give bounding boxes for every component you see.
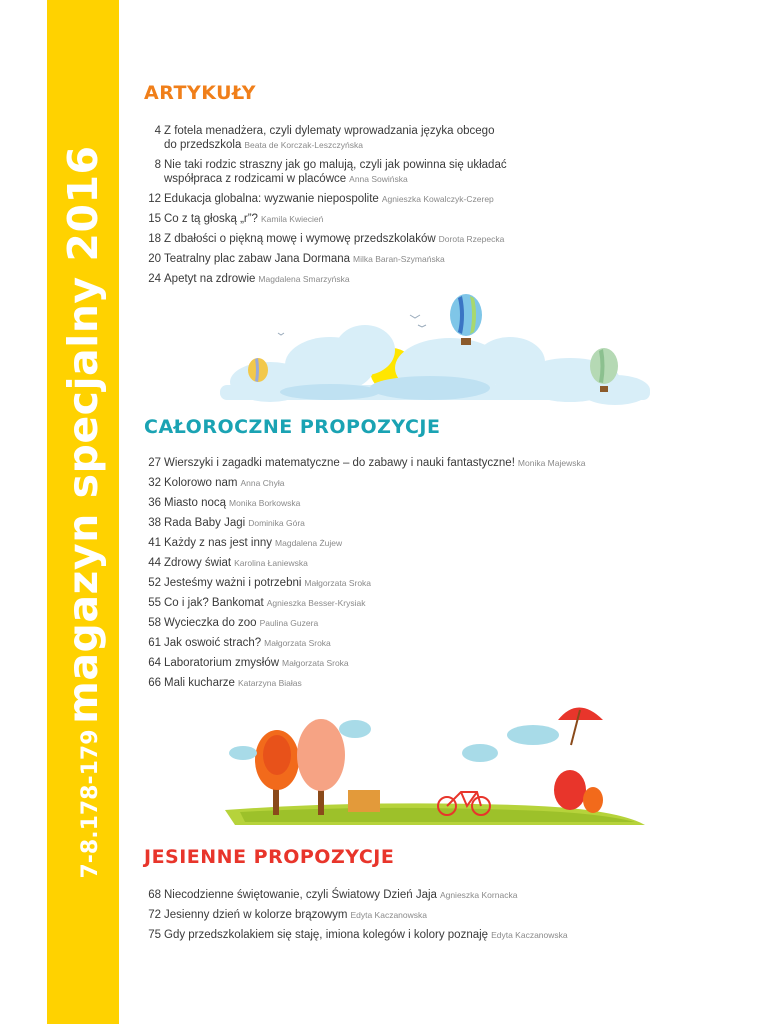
entry-author: Anna Sowińska — [349, 174, 408, 184]
entry-author: Magdalena Smarzyńska — [258, 274, 350, 284]
sky-illustration — [210, 290, 655, 415]
entry-title: Każdy z nas jest inny — [164, 537, 273, 549]
toc-entry — [140, 192, 740, 206]
page-number: 72 — [148, 909, 161, 921]
entry-title: Teatralny plac zabaw Jana Dormana — [164, 253, 351, 265]
toc-list-jesienne — [140, 888, 740, 948]
page-number: 36 — [148, 497, 161, 509]
entry-author: Kamila Kwiecień — [260, 214, 324, 224]
page-number: 75 — [148, 929, 161, 941]
entry-author: Monika Borkowska — [229, 498, 301, 508]
toc-entry — [140, 456, 740, 470]
toc-entry — [140, 576, 740, 590]
section-title-artykuly: ARTYKUŁY — [144, 82, 257, 104]
magazine-title: magazyn specjalny 2016 — [59, 145, 107, 724]
bird-icon — [418, 325, 426, 327]
page-number: 41 — [148, 537, 161, 549]
entry-author: Edyta Kaczanowska — [491, 930, 568, 940]
page-number: 64 — [148, 657, 161, 669]
autumn-illustration — [215, 700, 655, 835]
entry-author: Agnieszka Kornacka — [439, 890, 518, 900]
entry-author: Milka Baran-Szymańska — [353, 254, 445, 264]
entry-title: Co z tą głoską „r”? — [164, 213, 258, 225]
page-number: 8 — [154, 159, 161, 171]
toc-entry — [140, 656, 740, 670]
entry-title-continued — [164, 172, 740, 186]
entry-title: Mali kucharze — [164, 677, 235, 689]
section-title-jesienne: JESIENNE PROPOZYCJE — [144, 846, 395, 868]
page-number: 32 — [148, 477, 161, 489]
entry-author: Karolina Łaniewska — [234, 558, 308, 568]
entry-title: Z dbałości o piękną mowę i wymowę przedszkolaków — [164, 233, 436, 245]
entry-author: Dominika Góra — [248, 518, 305, 528]
entry-title: Nie taki rodzic straszny jak go malują, czyli jak powinna się układać — [164, 159, 507, 171]
entry-title: Niecodzienne świętowanie, czyli Światowy Dzień Jaja — [164, 889, 437, 901]
toc-list-artykuly — [140, 124, 740, 292]
toc-entry — [140, 616, 740, 630]
entry-title: Jak oswoić strach? — [164, 637, 262, 649]
entry-title: Wycieczka do zoo — [164, 617, 257, 629]
toc-entry — [140, 676, 740, 690]
page-number: 24 — [148, 273, 161, 285]
page-number: 52 — [148, 577, 161, 589]
page-number: 20 — [148, 253, 161, 265]
page-number: 4 — [154, 125, 161, 137]
toc-entry — [140, 496, 740, 510]
entry-title-continued — [164, 138, 740, 152]
tree-icon — [554, 770, 603, 813]
toc-entry — [140, 536, 740, 550]
entry-author: Edyta Kaczanowska — [350, 910, 427, 920]
entry-author: Agnieszka Besser-Krysiak — [266, 598, 366, 608]
entry-author: Dorota Rzepecka — [438, 234, 505, 244]
bird-icon — [278, 333, 284, 335]
hot-air-balloon-icon — [450, 294, 482, 345]
toc-entry — [140, 272, 740, 286]
toc-entry — [140, 888, 740, 902]
hot-air-balloon-icon — [248, 358, 268, 382]
tree-icon — [255, 730, 299, 815]
entry-title: Edukacja globalna: wyzwanie niepospolite — [164, 193, 379, 205]
page-number: 66 — [148, 677, 161, 689]
entry-title: Apetyt na zdrowie — [164, 273, 256, 285]
page-number: 18 — [148, 233, 161, 245]
entry-author: Małgorzata Sroka — [282, 658, 349, 668]
toc-entry — [140, 908, 740, 922]
page-number: 44 — [148, 557, 161, 569]
entry-title: Jesteśmy ważni i potrzebni — [164, 577, 302, 589]
umbrella-icon — [558, 708, 603, 746]
page-number: 68 — [148, 889, 161, 901]
entry-title: Z fotela menadżera, czyli dylematy wprowadzania języka obcego — [164, 125, 495, 137]
entry-title: Gdy przedszkolakiem się staję, imiona kolegów i kolory poznaję — [164, 929, 489, 941]
entry-author: Małgorzata Sroka — [304, 578, 372, 588]
entry-author: Anna Chyła — [240, 478, 285, 488]
page-number: 58 — [148, 617, 161, 629]
toc-entry — [140, 928, 740, 942]
entry-author: Beata de Korczak-Leszczyńska — [244, 140, 363, 150]
entry-title-line2: do przedszkola — [164, 139, 242, 151]
toc-entry — [140, 556, 740, 570]
fence-icon — [348, 790, 380, 812]
entry-title: Laboratorium zmysłów — [164, 657, 280, 669]
entry-title: Co i jak? Bankomat — [164, 597, 264, 609]
entry-author: Katarzyna Białas — [237, 678, 302, 688]
page-number: 27 — [148, 457, 161, 469]
sidebar-title — [59, 145, 107, 878]
toc-entry — [140, 252, 740, 266]
entry-title-line2: współpraca z rodzicami w placówce — [164, 173, 347, 185]
entry-author: Agnieszka Kowalczyk-Czerep — [381, 194, 494, 204]
page-number: 12 — [148, 193, 161, 205]
page-number: 61 — [148, 637, 161, 649]
page-number: 55 — [148, 597, 161, 609]
entry-author: Paulina Guzera — [259, 618, 319, 628]
toc-list-caloroczne — [140, 456, 740, 696]
toc-entry — [140, 212, 740, 226]
entry-title: Miasto nocą — [164, 497, 227, 509]
toc-entry — [140, 476, 740, 490]
toc-entry — [140, 232, 740, 246]
entry-title: Zdrowy świat — [164, 557, 232, 569]
toc-entry — [140, 596, 740, 610]
toc-entry — [140, 124, 740, 152]
page-number: 15 — [148, 213, 161, 225]
section-title-caloroczne: CAŁOROCZNE PROPOZYCJE — [144, 416, 441, 438]
entry-title: Jesienny dzień w kolorze brązowym — [164, 909, 348, 921]
entry-title: Wierszyki i zagadki matematyczne – do zabawy i nauki fantastyczne! — [164, 457, 515, 469]
toc-entry — [140, 636, 740, 650]
entry-title: Rada Baby Jagi — [164, 517, 246, 529]
page-number: 38 — [148, 517, 161, 529]
entry-author: Monika Majewska — [517, 458, 586, 468]
issue-number: 7-8.178-179 — [78, 729, 103, 879]
entry-author: Magdalena Żujew — [275, 538, 343, 548]
toc-entry — [140, 158, 740, 186]
entry-author: Małgorzata Sroka — [264, 638, 331, 648]
entry-title: Kolorowo nam — [164, 477, 238, 489]
bird-icon — [410, 315, 420, 318]
toc-entry — [140, 516, 740, 530]
tree-icon — [297, 719, 345, 815]
